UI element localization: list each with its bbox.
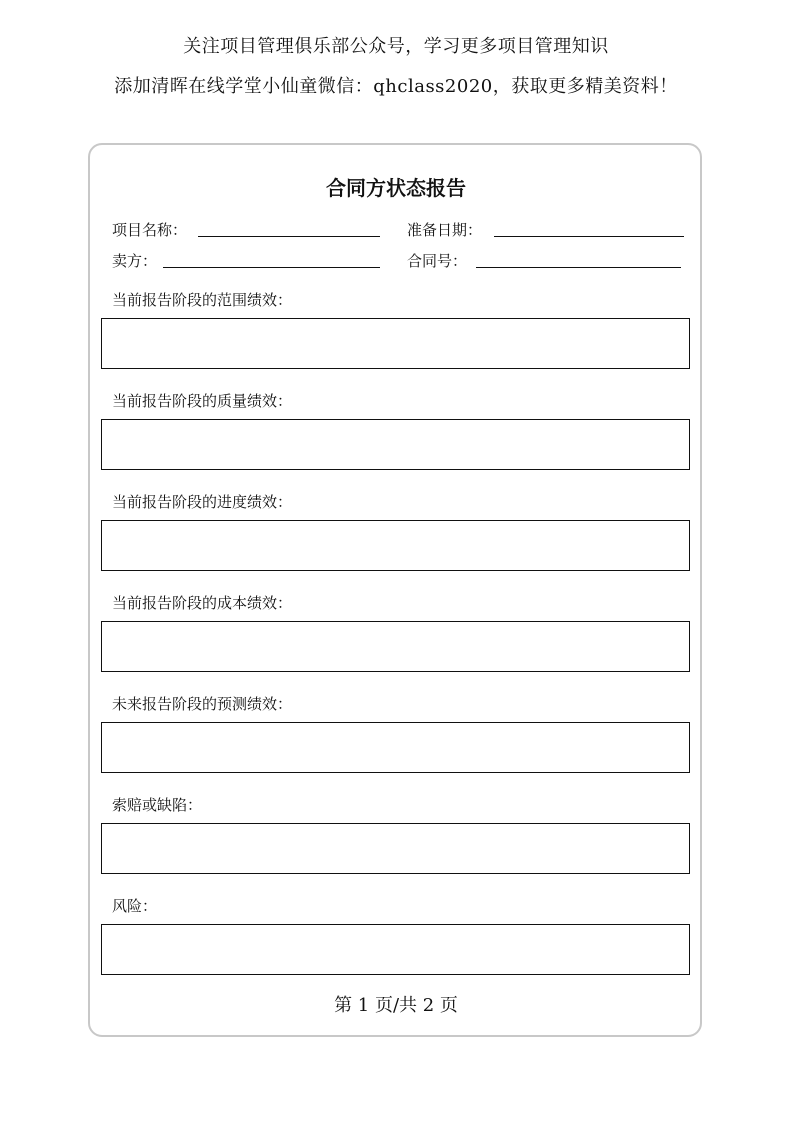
cost-performance-box[interactable] bbox=[101, 621, 690, 672]
scope-performance-box[interactable] bbox=[101, 318, 690, 369]
risks-label: 风险： bbox=[112, 897, 158, 915]
claims-defects-box[interactable] bbox=[101, 823, 690, 874]
claims-defects-label: 索赔或缺陷： bbox=[112, 796, 203, 814]
prep-date-label: 准备日期： bbox=[407, 221, 483, 239]
page-number: 第 1 页/共 2 页 bbox=[334, 995, 458, 1016]
form-title: 合同方状态报告 bbox=[326, 176, 466, 200]
cost-performance-label: 当前报告阶段的成本绩效： bbox=[112, 594, 293, 612]
contract-no-label: 合同号： bbox=[407, 252, 468, 270]
project-name-label: 项目名称： bbox=[112, 221, 188, 239]
risks-box[interactable] bbox=[101, 924, 690, 975]
project-name-field[interactable] bbox=[198, 236, 380, 237]
seller-label: 卖方： bbox=[112, 252, 158, 270]
seller-field[interactable] bbox=[163, 267, 380, 268]
forecast-performance-label: 未来报告阶段的预测绩效： bbox=[112, 695, 293, 713]
contract-no-field[interactable] bbox=[476, 267, 681, 268]
header-line-1: 关注项目管理俱乐部公众号，学习更多项目管理知识 bbox=[183, 36, 609, 57]
forecast-performance-box[interactable] bbox=[101, 722, 690, 773]
quality-performance-box[interactable] bbox=[101, 419, 690, 470]
quality-performance-label: 当前报告阶段的质量绩效： bbox=[112, 392, 293, 410]
header-line-2: 添加清晖在线学堂小仙童微信：qhclass2020，获取更多精美资料！ bbox=[114, 76, 678, 97]
prep-date-field[interactable] bbox=[494, 236, 684, 237]
schedule-performance-label: 当前报告阶段的进度绩效： bbox=[112, 493, 293, 511]
schedule-performance-box[interactable] bbox=[101, 520, 690, 571]
form-card bbox=[88, 143, 702, 1037]
scope-performance-label: 当前报告阶段的范围绩效： bbox=[112, 291, 293, 309]
